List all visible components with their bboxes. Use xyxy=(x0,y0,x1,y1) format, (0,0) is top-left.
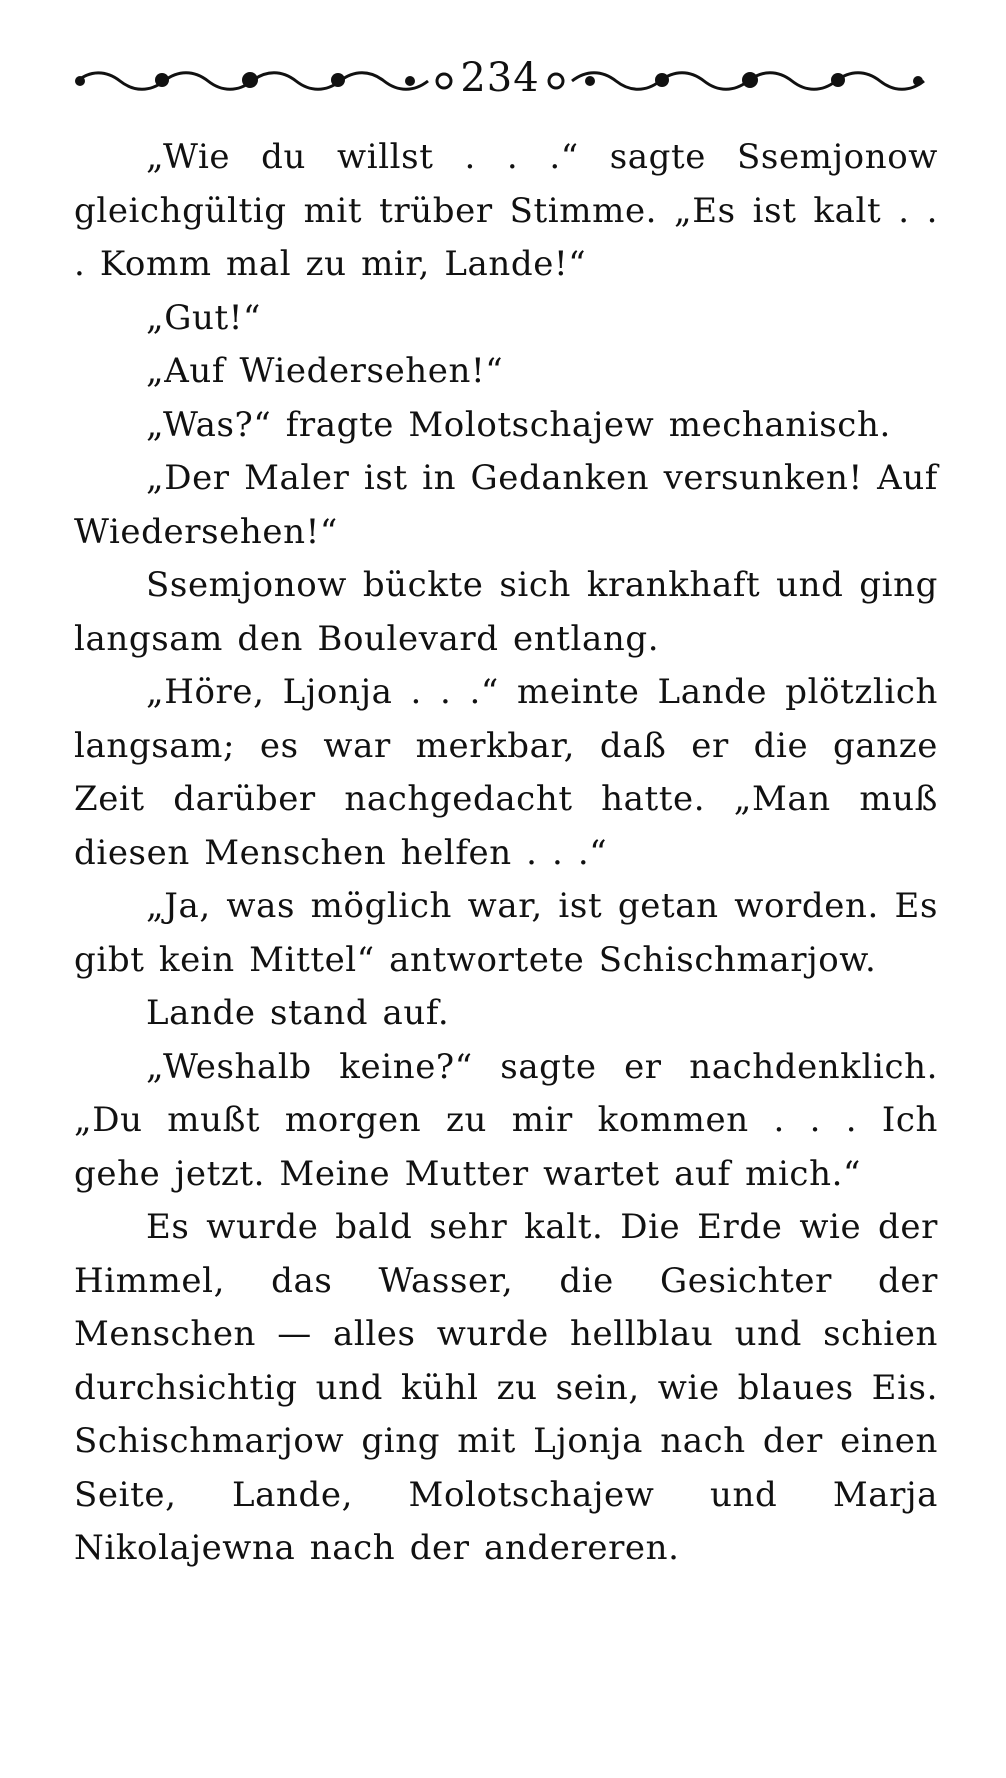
paragraph: Lande stand auf. xyxy=(146,993,450,1033)
paragraph: „Auf Wiedersehen!“ xyxy=(146,351,504,391)
paragraph: „Höre, Ljonja . . .“ meinte Lande plötzlich langsam; es war merkbar, daß er die ganze Zeit darüber nachgedacht hatte. „Man muß diesen Menschen helfen . . .“ xyxy=(74,672,938,873)
paragraph: „Weshalb keine?“ sagte er nachdenklich. „Du mußt morgen zu mir kommen . . . Ich gehe jetzt. Meine Mutter wartet auf mich.“ xyxy=(74,1046,938,1194)
paragraph: „Was?“ fragte Molotschajew mechanisch. xyxy=(146,404,891,445)
paragraph: Ssemjonow bückte sich krankhaft und ging langsam den Boulevard entlang. xyxy=(74,565,938,659)
page-number: 234 xyxy=(460,55,540,101)
body-text xyxy=(74,131,938,1576)
paragraph: „Ja, was möglich war, ist getan worden. Es gibt kein Mittel“ antwortete Schischmarjow. xyxy=(74,886,938,980)
paragraph: „Wie du willst . . .“ sagte Ssemjonow gleichgültig mit trüber Stimme. „Es ist kalt . . . Komm mal zu mir, Lande!“ xyxy=(74,137,938,284)
paragraph: „Der Maler ist in Gedanken versunken! Auf Wiedersehen!“ xyxy=(74,458,938,552)
ornament-right-icon xyxy=(542,66,930,96)
paragraph: „Gut!“ xyxy=(146,297,261,338)
page-header xyxy=(70,48,930,112)
paragraph: Es wurde bald sehr kalt. Die Erde wie der Himmel, das Wasser, die Gesichter der Menschen — alles wurde hellblau und schien durchsichtig und kühl zu sein, wie blaues Eis. Schischmarjow ging mit Ljonja nach der einen Seite, Lande, Molotschajew und Marja Nikolajewna nach der andereren. xyxy=(74,1207,938,1568)
